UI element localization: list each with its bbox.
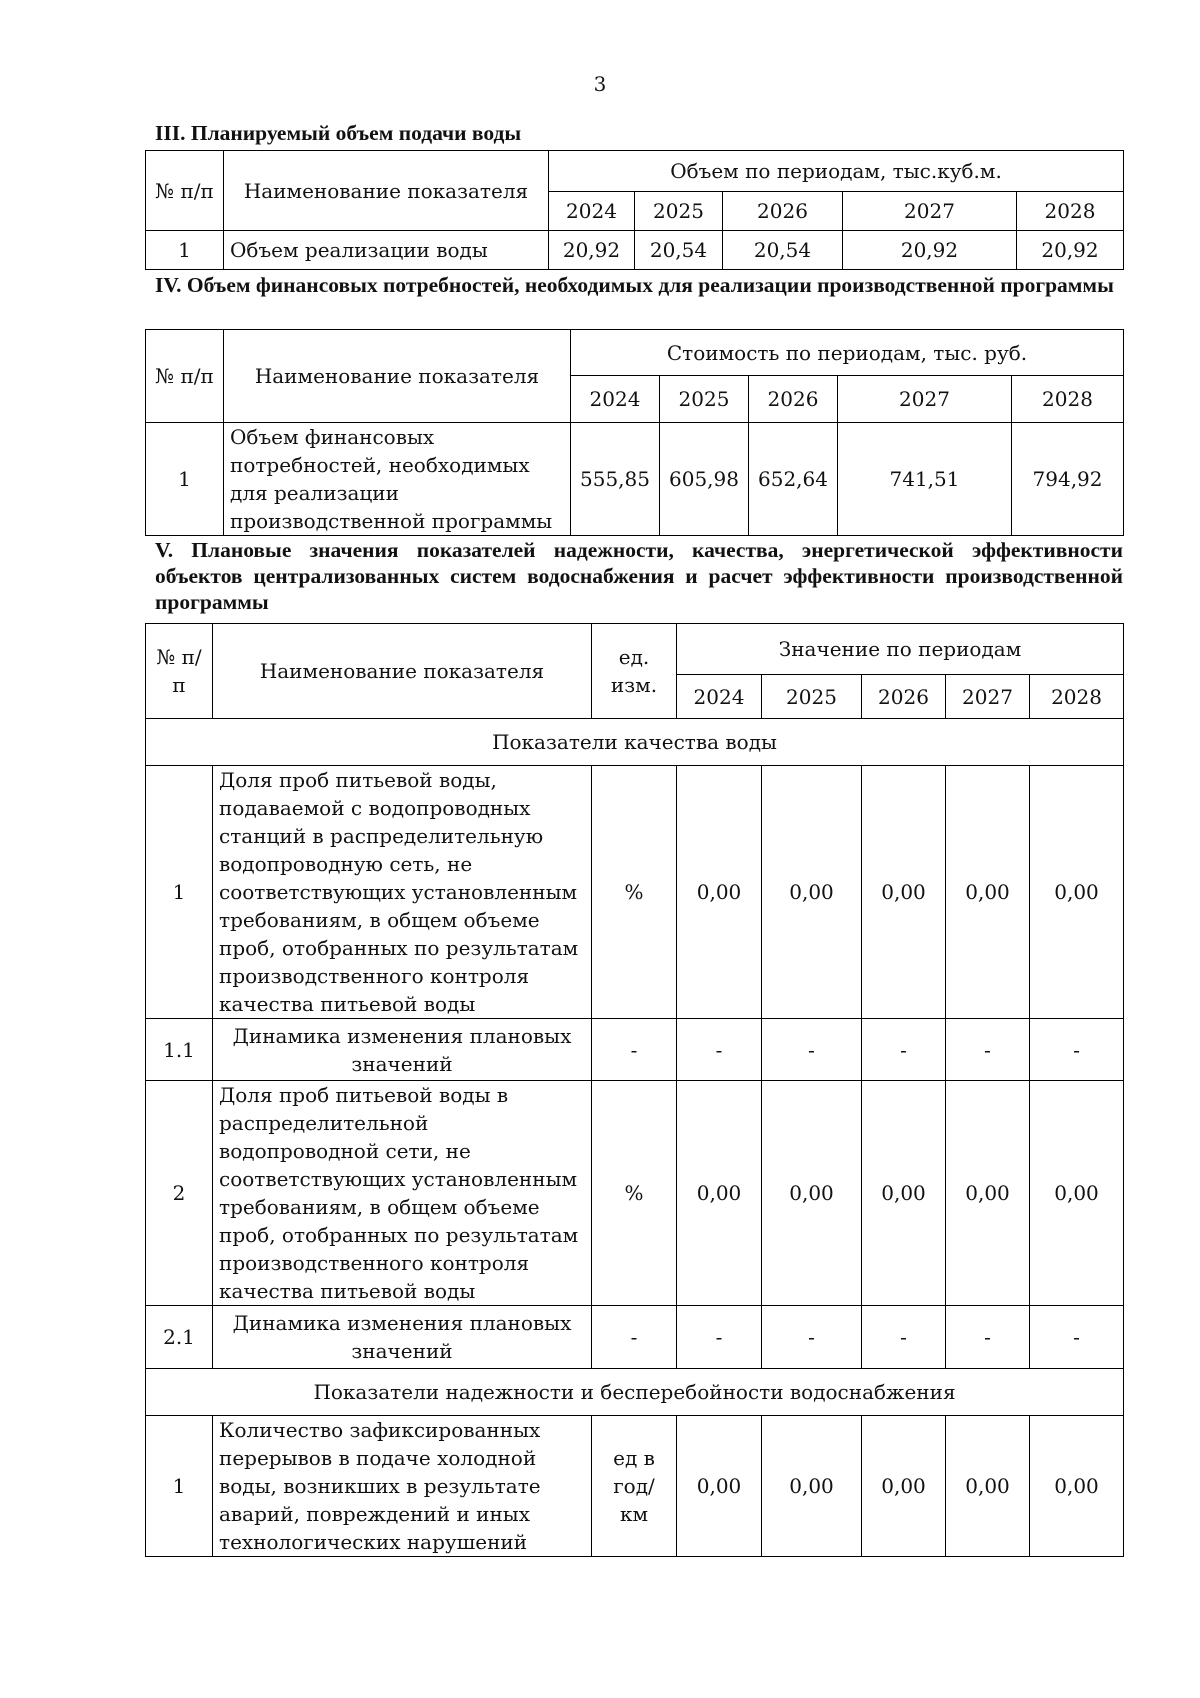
year-header: 2028 xyxy=(1012,376,1124,423)
table-row xyxy=(146,423,1124,536)
col-header-no: № п/п xyxy=(146,151,224,231)
row-number: 2 xyxy=(146,1081,213,1306)
year-header: 2024 xyxy=(571,376,660,423)
col-header-period-group: Объем по периодам, тыс.куб.м. xyxy=(549,151,1124,192)
unit-cell: - xyxy=(592,1306,677,1369)
year-header: 2027 xyxy=(946,675,1030,719)
table-row xyxy=(146,1019,1124,1081)
value-cell: 0,00 xyxy=(1030,1081,1124,1306)
page-number: 3 xyxy=(593,72,607,96)
value-cell: 20,54 xyxy=(635,231,723,270)
group-row-quality: Показатели качества воды xyxy=(146,719,1124,766)
year-header: 2028 xyxy=(1017,192,1124,231)
value-cell: 0,00 xyxy=(677,1081,762,1306)
col-header-name: Наименование показателя xyxy=(213,624,592,719)
year-header: 2025 xyxy=(660,376,749,423)
year-header: 2028 xyxy=(1030,675,1124,719)
row-number: 1.1 xyxy=(146,1019,213,1081)
value-cell: 652,64 xyxy=(749,423,838,536)
year-header: 2026 xyxy=(723,192,843,231)
target-indicators-table xyxy=(145,623,1124,1557)
value-cell: 0,00 xyxy=(862,766,946,1019)
row-number: 1 xyxy=(146,231,224,270)
col-header-name: Наименование показателя xyxy=(224,330,571,423)
year-header: 2026 xyxy=(749,376,838,423)
row-name: Доля проб питьевой воды, подаваемой с водопроводных станций в распределительную водопроводную сеть, не соответствующих установленным требованиям, в общем объеме проб, отобранных по результатам производственного контроля качества питьевой воды xyxy=(213,766,592,1019)
year-header: 2025 xyxy=(635,192,723,231)
value-cell: 20,54 xyxy=(723,231,843,270)
col-header-no: № п/п xyxy=(146,624,213,719)
table-row xyxy=(146,766,1124,1019)
value-cell: 605,98 xyxy=(660,423,749,536)
row-name: Количество зафиксированных перерывов в подаче холодной воды, возникших в результате аварий, повреждений и иных технологических нарушений xyxy=(213,1416,592,1557)
col-header-name: Наименование показателя xyxy=(224,151,549,231)
col-header-unit: ед. изм. xyxy=(592,624,677,719)
table-row xyxy=(146,1081,1124,1306)
year-header: 2025 xyxy=(762,675,862,719)
row-name: Объем финансовых потребностей, необходимых для реализации производственной программы xyxy=(224,423,571,536)
row-number: 1 xyxy=(146,423,224,536)
col-header-period-group: Стоимость по периодам, тыс. руб. xyxy=(571,330,1124,376)
value-cell: - xyxy=(1030,1306,1124,1369)
section-3-heading: III. Планируемый объем подачи воды xyxy=(155,121,522,145)
value-cell: - xyxy=(677,1306,762,1369)
value-cell: 0,00 xyxy=(862,1416,946,1557)
table-row xyxy=(146,1306,1124,1369)
group-row-reliability: Показатели надежности и бесперебойности водоснабжения xyxy=(146,1369,1124,1416)
row-name: Объем реализации воды xyxy=(224,231,549,270)
year-header: 2027 xyxy=(843,192,1017,231)
row-name: Динамика изменения плановых значений xyxy=(213,1306,592,1369)
value-cell: 0,00 xyxy=(862,1081,946,1306)
financial-needs-table xyxy=(145,329,1124,536)
value-cell: - xyxy=(946,1306,1030,1369)
value-cell: 0,00 xyxy=(677,1416,762,1557)
year-header: 2024 xyxy=(677,675,762,719)
value-cell: 0,00 xyxy=(762,1416,862,1557)
year-header: 2026 xyxy=(862,675,946,719)
row-name: Доля проб питьевой воды в распределительной водопроводной сети, не соответствующих установленным требованиям, в общем объеме проб, отобранных по результатам производственного контроля качества питьевой воды xyxy=(213,1081,592,1306)
value-cell: 20,92 xyxy=(549,231,635,270)
value-cell: 0,00 xyxy=(762,1081,862,1306)
unit-cell: ед в год/ км xyxy=(592,1416,677,1557)
value-cell: - xyxy=(1030,1019,1124,1081)
value-cell: - xyxy=(762,1306,862,1369)
row-number: 1 xyxy=(146,1416,213,1557)
value-cell: 0,00 xyxy=(1030,766,1124,1019)
col-header-period-group: Значение по периодам xyxy=(677,624,1124,675)
col-header-no: № п/п xyxy=(146,330,224,423)
year-header: 2027 xyxy=(838,376,1012,423)
section-4-heading: IV. Объем финансовых потребностей, необходимых для реализации производственной программы xyxy=(155,273,1114,297)
table-row xyxy=(146,231,1124,270)
value-cell: 20,92 xyxy=(843,231,1017,270)
value-cell: 0,00 xyxy=(677,766,762,1019)
value-cell: - xyxy=(946,1019,1030,1081)
row-number: 1 xyxy=(146,766,213,1019)
row-number: 2.1 xyxy=(146,1306,213,1369)
value-cell: - xyxy=(677,1019,762,1081)
value-cell: - xyxy=(762,1019,862,1081)
value-cell: 0,00 xyxy=(946,1416,1030,1557)
value-cell: 20,92 xyxy=(1017,231,1124,270)
value-cell: 741,51 xyxy=(838,423,1012,536)
value-cell: 0,00 xyxy=(1030,1416,1124,1557)
value-cell: 0,00 xyxy=(946,1081,1030,1306)
year-header: 2024 xyxy=(549,192,635,231)
row-name: Динамика изменения плановых значений xyxy=(213,1019,592,1081)
unit-cell: % xyxy=(592,766,677,1019)
value-cell: 794,92 xyxy=(1012,423,1124,536)
value-cell: - xyxy=(862,1019,946,1081)
value-cell: - xyxy=(862,1306,946,1369)
unit-cell: % xyxy=(592,1081,677,1306)
value-cell: 0,00 xyxy=(762,766,862,1019)
table-row xyxy=(146,1416,1124,1557)
value-cell: 555,85 xyxy=(571,423,660,536)
water-supply-volume-table xyxy=(145,150,1124,270)
section-5-heading: V. Плановые значения показателей надежности, качества, энергетической эффективности объектов централизованных систем водоснабжения и расчет эффективности производственной программы xyxy=(155,538,1123,614)
value-cell: 0,00 xyxy=(946,766,1030,1019)
unit-cell: - xyxy=(592,1019,677,1081)
